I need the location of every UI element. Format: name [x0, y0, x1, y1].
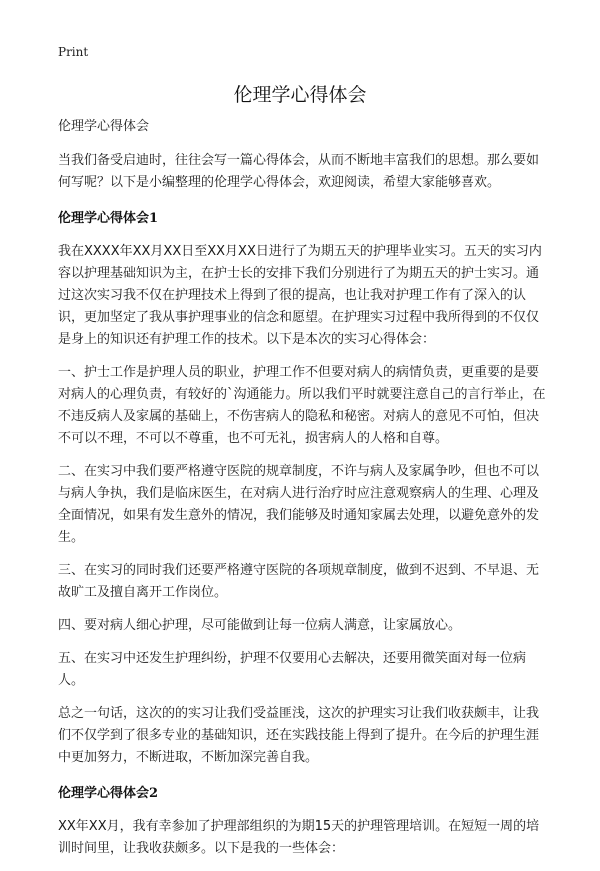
section2-paragraph: XX年XX月，我有幸参加了护理部组织的为期15天的护理管理培训。在短短一周的培训时间里，让我收获颇多。以下是我的一些体会：: [58, 819, 540, 856]
print-label: Print: [58, 45, 89, 59]
document-body: [58, 116, 546, 871]
section-heading-2: 伦理学心得体会2: [58, 786, 159, 801]
section1-paragraph: 五、在实习中还发生护理纠纷，护理不仅要用心去解决，还要用微笑面对每一位病人。: [58, 651, 527, 688]
section1-paragraph: 一、护士工作是护理人员的职业，护理工作不但要对病人的病情负责，更重要的是要对病人的心理负责，有较好的`沟通能力。所以我们平时就要注意自己的言行举止，在不违反病人及家属的基础上，不伤害病人的隐私和秘密。对病人的意见不可怕，但决不可以不理，不可以不尊重，也不可无礼，损害病人的人格和自尊。: [58, 365, 546, 446]
section1-paragraph: 三、在实习的同时我们还要严格遵守医院的各项规章制度，做到不迟到、不早退、无故旷工及擅自离开工作岗位。: [58, 563, 540, 600]
section1-paragraph: 四、要对病人细心护理，尽可能做到让每一位病人满意，让家属放心。: [58, 618, 462, 633]
document-subtitle: 伦理学心得体会: [58, 119, 150, 134]
document-title: 伦理学心得体会: [233, 84, 367, 106]
intro-paragraph: 当我们备受启迪时，往往会写一篇心得体会，从而不断地丰富我们的思想。那么要如何写呢？以下是小编整理的伦理学心得体会，欢迎阅读，希望大家能够喜欢。: [58, 153, 540, 190]
section1-paragraph: 二、在实习中我们要严格遵守医院的规章制度，不许与病人及家属争吵，但也不可以与病人争执，我们是临床医生，在对病人进行治疗时应注意观察病人的生理、心理及全面情况，如果有发生意外的情况，我们能够及时通知家属去处理，以避免意外的发生。: [58, 464, 540, 545]
section-heading-1: 伦理学心得体会1: [58, 211, 159, 226]
section1-paragraph: 总之一句话，这次的的实习让我们受益匪浅，这次的护理实习让我们收获颇丰，让我们不仅学到了很多专业的基础知识，还在实践技能上得到了提升。在今后的护理生涯中更加努力，不断进取，不断加深完善自我。: [58, 706, 540, 765]
section1-paragraph: 我在XXXX年XX月XX日至XX月XX日进行了为期五天的护理毕业实习。五天的实习内容以护理基础知识为主，在护士长的安排下我们分别进行了为期五天的护士实习。通过这次实习我不仅在护理技术上得到了很的提高，也让我对护理工作有了深入的认识，更加坚定了我从事护理事业的信念和愿望。在护理实习过程中我所得到的不仅仅是身上的知识还有护理工作的技术。以下是本次的实习心得体会：: [58, 244, 542, 347]
